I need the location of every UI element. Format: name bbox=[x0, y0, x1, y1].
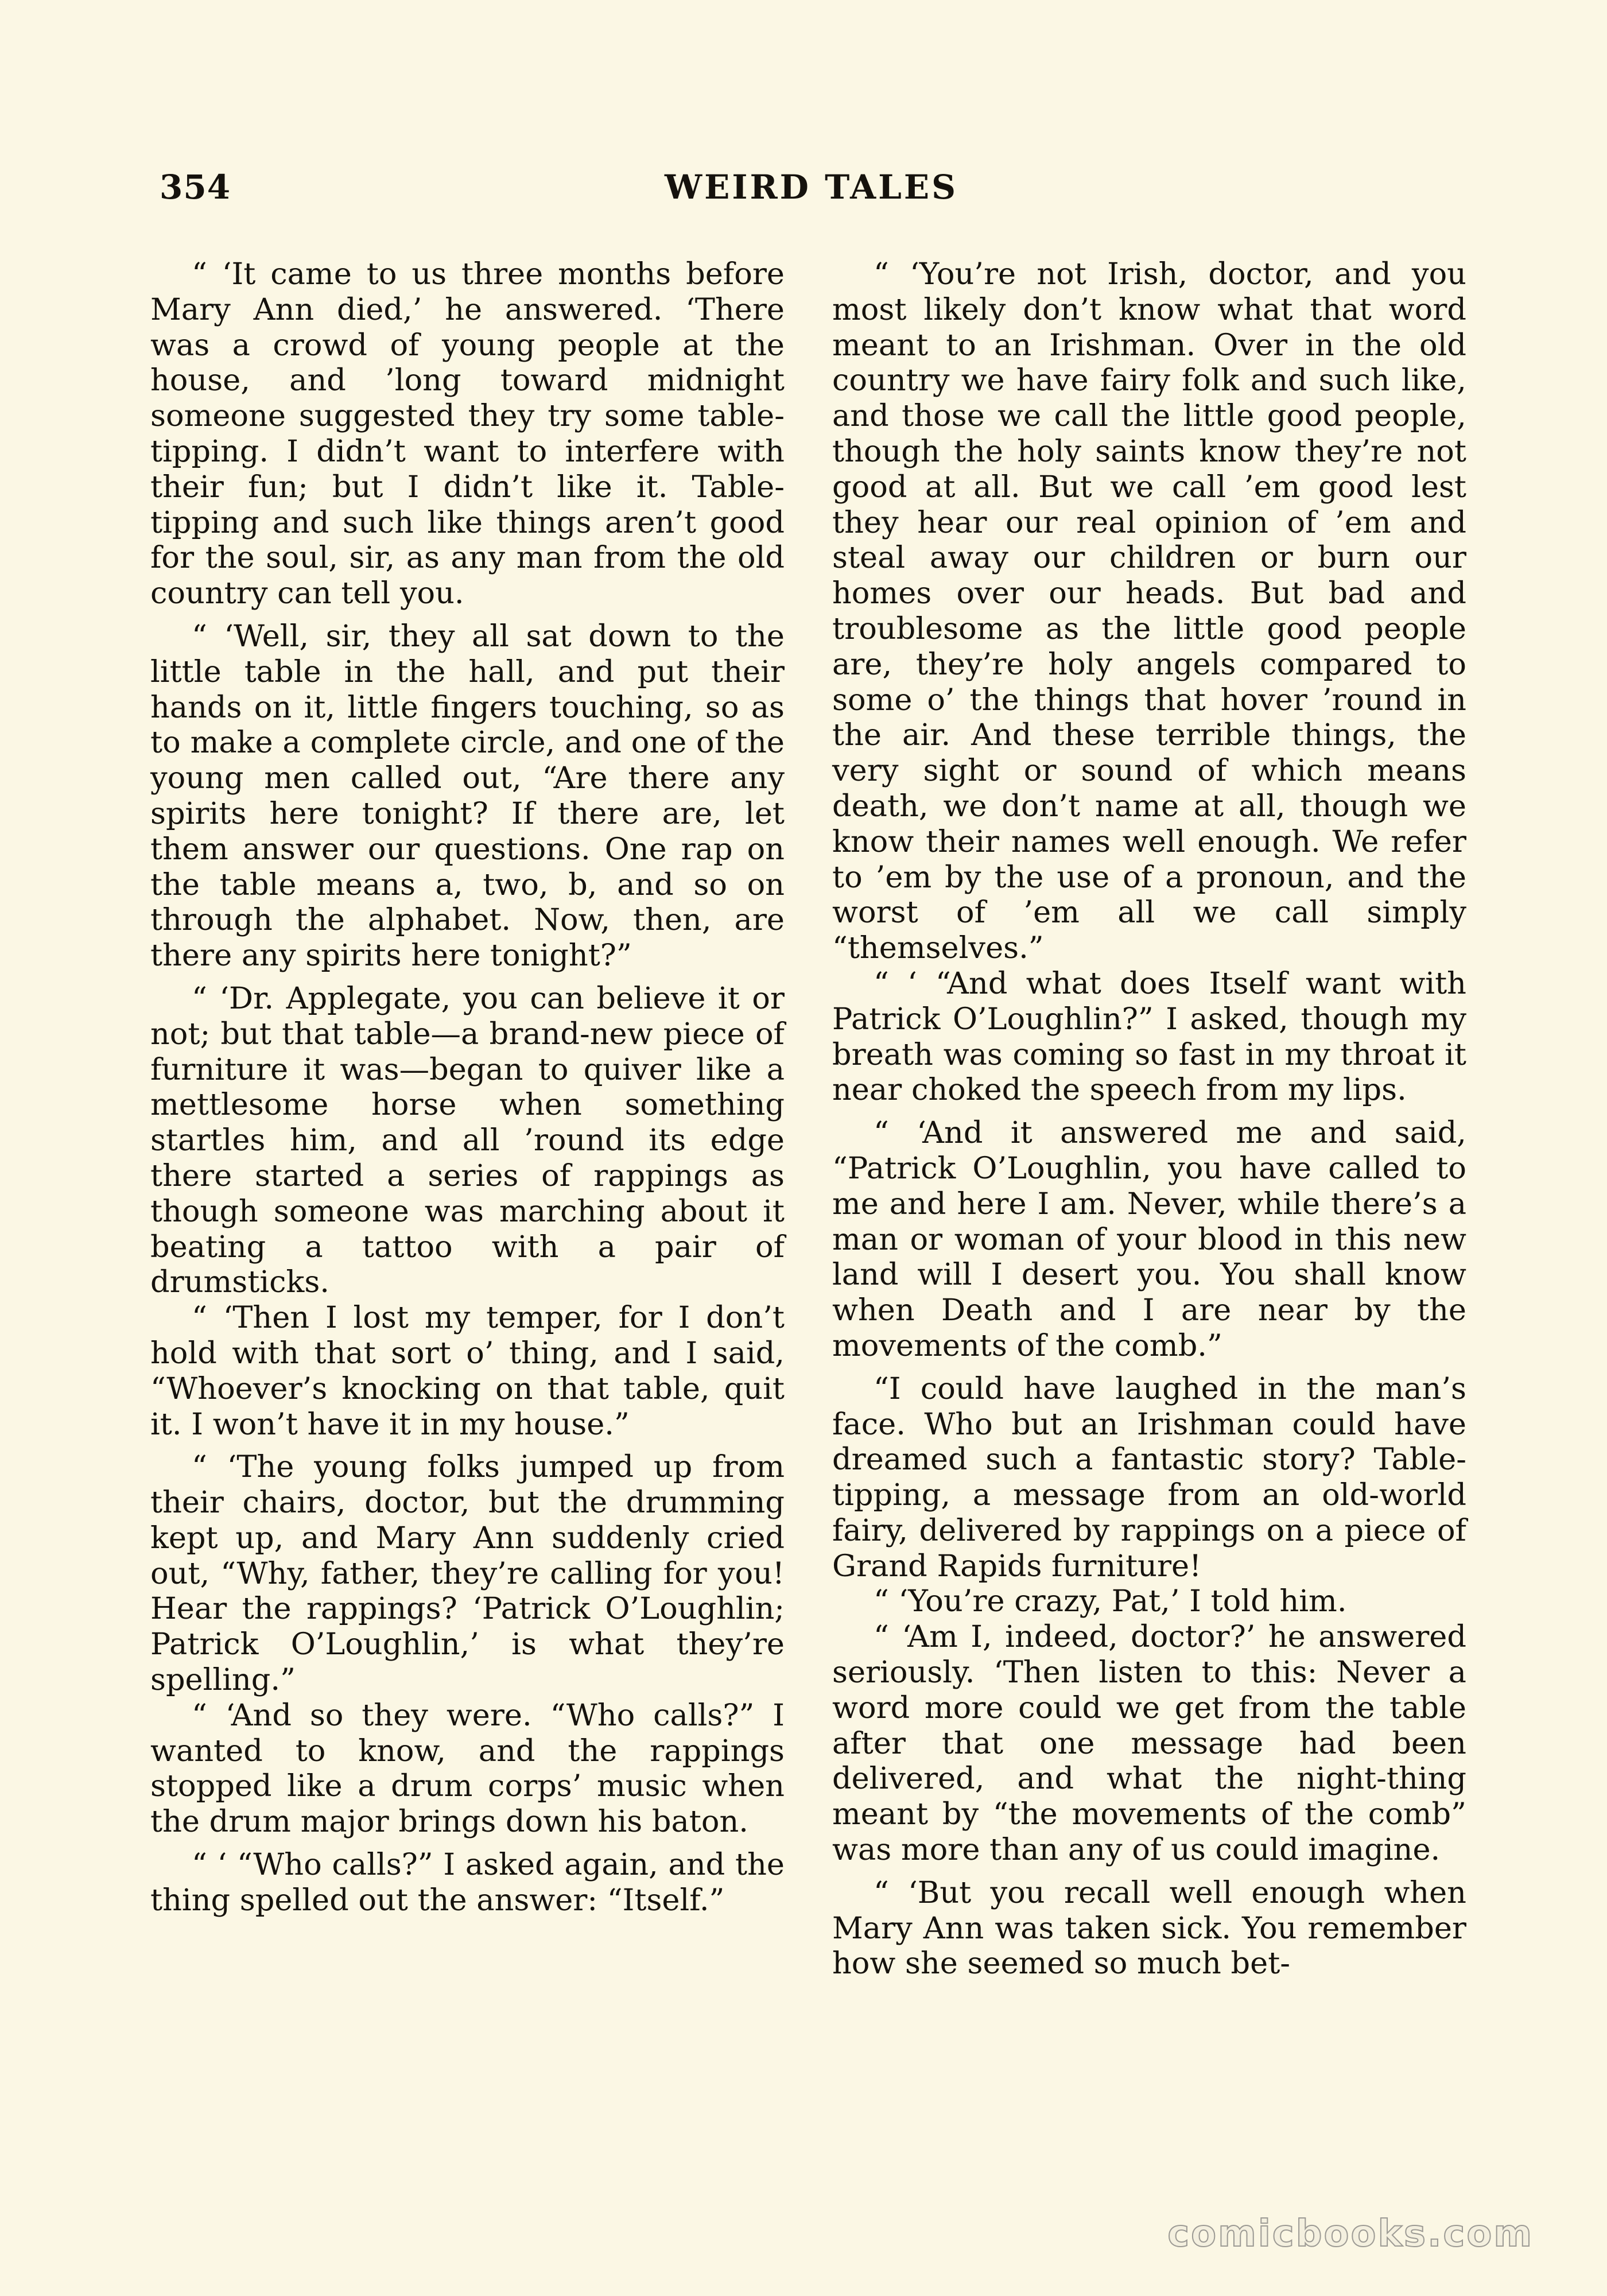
paragraph: “ ‘Then I lost my temper, for I don’t hold with that sort o’ thing, and I said, “Whoever’s knocking on that table, quit it. I won’t have it in my house.” bbox=[150, 1300, 785, 1442]
paragraph: “ ‘You’re not Irish, doctor, and you most likely don’t know what that word meant to an Irishman. Over in the old country we have fairy folk and such like, and those we call the little good people, though the holy saints know they’re not good at all. But we call ’em good lest they hear our real opinion of ’em and steal away our children or burn our homes over our heads. But bad and troublesome as the little good people are, they’re holy angels compared to some o’ the things that hover ’round in the air. And these terrible things, the very sight or sound of which means death, we don’t name at all, though we know their names well enough. We refer to ’em by the use of a pronoun, and the worst of ’em all we call simply “themselves.” bbox=[832, 257, 1466, 966]
right-column bbox=[832, 257, 1466, 1981]
paragraph: “I could have laughed in the man’s face. Who but an Irishman could have dreamed such a fantastic story? Table-tipping, a message from an old-world fairy, delivered by rappings on a piece of Grand Rapids furniture! bbox=[832, 1371, 1466, 1584]
page-number: 354 bbox=[160, 168, 231, 207]
left-column bbox=[150, 257, 785, 1918]
watermark: comicbooks.com bbox=[1167, 2213, 1534, 2255]
paragraph: “ ‘And it answered me and said, “Patrick O’Loughlin, you have called to me and here I am. Never, while there’s a man or woman of your blood in this new land will I desert you. You shall know when Death and I are near by the movements of the comb.” bbox=[832, 1115, 1466, 1363]
paragraph: “ ‘Dr. Applegate, you can believe it or not; but that table—a brand-new piece of furniture it was—began to quiver like a mettlesome horse when something startles him, and all ’round its edge there started a series of rappings as though someone was marching about it beating a tattoo with a pair of drumsticks. bbox=[150, 980, 785, 1300]
paragraph: “ ‘It came to us three months before Mary Ann died,’ he answered. ‘There was a crowd of young people at the house, and ’long toward midnight someone suggested they try some table-tipping. I didn’t want to interfere with their fun; but I didn’t like it. Table-tipping and such like things aren’t good for the soul, sir, as any man from the old country can tell you. bbox=[150, 257, 785, 611]
running-title: WEIRD TALES bbox=[665, 168, 958, 207]
paragraph: “ ‘You’re crazy, Pat,’ I told him. bbox=[874, 1584, 1347, 1619]
paragraph: “ ‘ “And what does Itself want with Patrick O’Loughlin?” I asked, though my breath was coming so fast in my throat it near choked the speech from my lips. bbox=[832, 965, 1466, 1108]
paragraph: “ ‘But you recall well enough when Mary Ann was taken sick. You remember how she seemed so much bet- bbox=[832, 1875, 1466, 1981]
paragraph: “ ‘And so they were. “Who calls?” I wanted to know, and the rappings stopped like a drum corps’ music when the drum major brings down his baton. bbox=[150, 1697, 785, 1840]
paragraph: “ ‘The young folks jumped up from their chairs, doctor, but the drumming kept up, and Mary Ann suddenly cried out, “Why, father, they’re calling for you! Hear the rappings? ‘Patrick O’Loughlin; Patrick O’Loughlin,’ is what they’re spelling.” bbox=[150, 1449, 785, 1698]
paragraph: “ ‘ “Who calls?” I asked again, and the thing spelled out the answer: “Itself.” bbox=[150, 1847, 785, 1918]
paragraph: “ ‘Am I, indeed, doctor?’ he answered seriously. ‘Then listen to this: Never a word more could we get from the table after that one message had been delivered, and what the night-thing meant by “the movements of the comb” was more than any of us could imagine. bbox=[832, 1619, 1466, 1868]
paragraph: “ ‘Well, sir, they all sat down to the little table in the hall, and put their hands on it, little fingers touching, so as to make a complete circle, and one of the young men called out, “Are there any spirits here tonight? If there are, let them answer our questions. One rap on the table means a, two, b, and so on through the alphabet. Now, then, are there any spirits here tonight?” bbox=[150, 618, 785, 974]
page-header bbox=[160, 168, 963, 219]
